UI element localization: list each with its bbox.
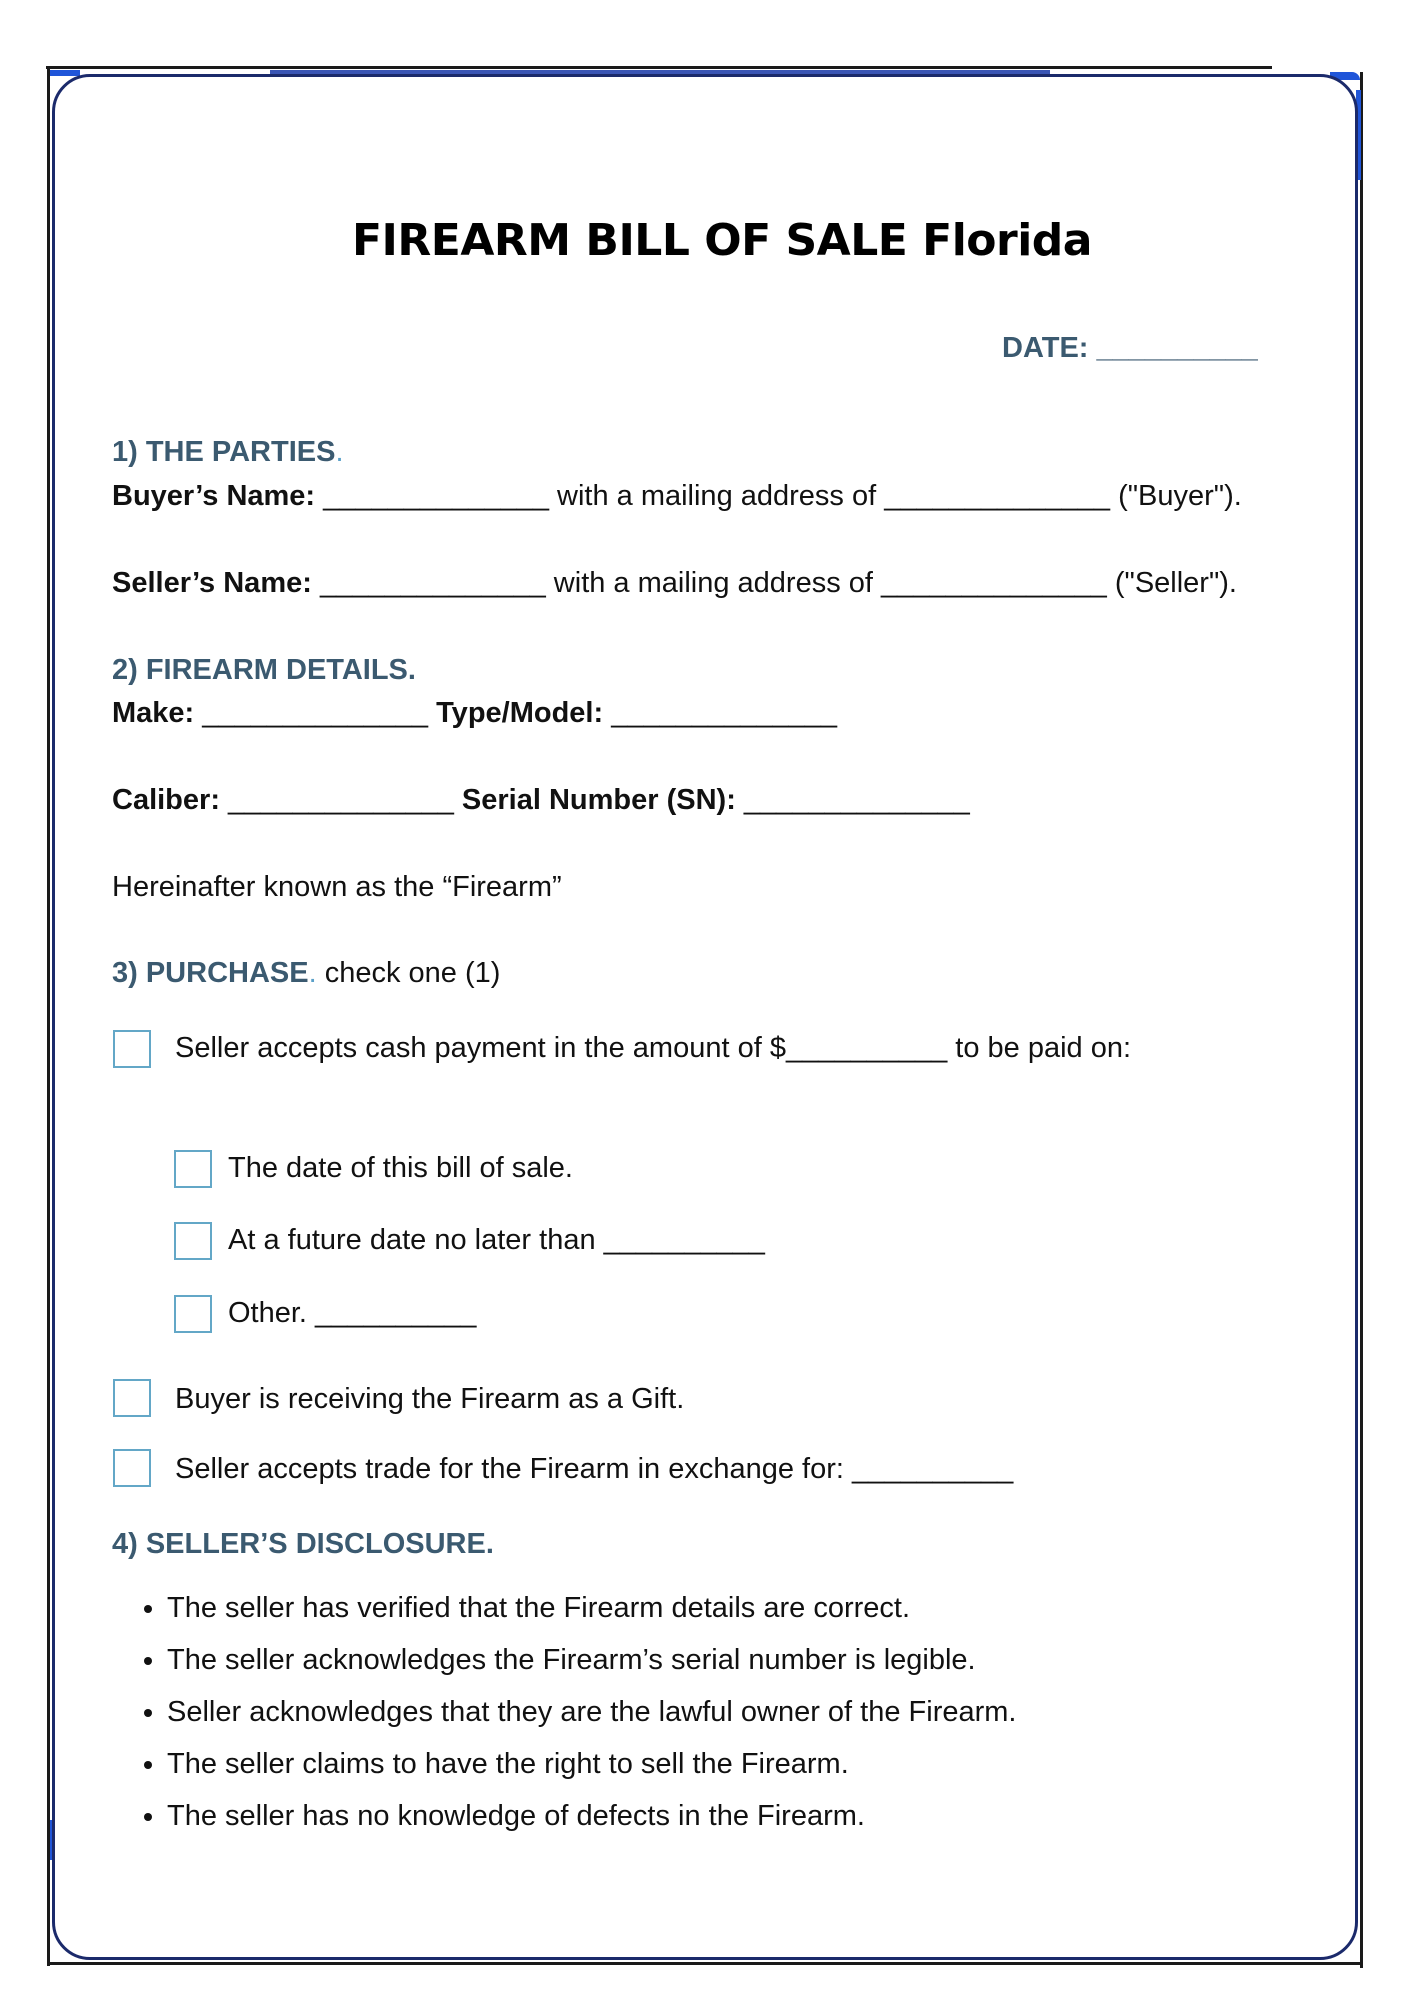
date-of-sale-option: The date of this bill of sale. xyxy=(228,1152,573,1184)
model-label: Type/Model: xyxy=(436,697,604,729)
serial-field[interactable]: ______________ xyxy=(735,784,970,816)
trade-option: Seller accepts trade for the Firearm in exchange for: __________ xyxy=(175,1453,1014,1485)
list-item: • The seller has verified that the Firearm details are correct. xyxy=(167,1590,1016,1642)
seller-line[interactable] xyxy=(112,567,1237,600)
section-disclosure-heading: 4) SELLER’S DISCLOSURE. xyxy=(112,1528,494,1560)
buyer-line[interactable] xyxy=(112,480,1242,513)
other-option: Other. __________ xyxy=(228,1297,477,1329)
disclosure-list xyxy=(112,1590,1016,1850)
other-checkbox[interactable] xyxy=(174,1295,212,1333)
check-one-note: check one (1) xyxy=(316,957,501,989)
caliber-serial-line[interactable] xyxy=(112,784,970,817)
buyer-name-label: Buyer’s Name: xyxy=(112,480,316,512)
heading-dot: . xyxy=(308,957,317,989)
make-label: Make: xyxy=(112,697,195,729)
cash-payment-option: Seller accepts cash payment in the amount of $__________ to be paid on: xyxy=(175,1032,1132,1064)
list-item: • The seller has no knowledge of defects in the Firearm. xyxy=(167,1798,1016,1850)
frame-top-border xyxy=(46,66,1272,69)
section-parties-heading xyxy=(112,436,344,469)
buyer-name-field[interactable]: ______________ with a mailing address of ______________ ("Buyer"). xyxy=(315,480,1242,512)
seller-name-field[interactable]: ______________ with a mailing address of ______________ ("Seller"). xyxy=(311,567,1237,599)
heading-dot: . xyxy=(335,436,344,468)
hereinafter-text: Hereinafter known as the “Firearm” xyxy=(112,871,562,903)
list-item: • Seller acknowledges that they are the lawful owner of the Firearm. xyxy=(167,1694,1016,1746)
document-title: FIREARM BILL OF SALE Florida xyxy=(352,215,1092,266)
section-parties-heading-text: 1) THE PARTIES xyxy=(112,436,336,468)
gift-checkbox[interactable] xyxy=(113,1379,151,1417)
trade-checkbox[interactable] xyxy=(113,1449,151,1487)
future-date-checkbox[interactable] xyxy=(174,1222,212,1260)
section-purchase-heading-text: 3) PURCHASE xyxy=(112,957,309,989)
make-model-line[interactable] xyxy=(112,697,837,730)
caliber-label: Caliber: xyxy=(112,784,220,816)
frame-left-border xyxy=(47,66,50,1966)
section-firearm-details-heading: 2) FIREARM DETAILS. xyxy=(112,654,416,686)
date-field[interactable]: DATE: __________ xyxy=(1002,332,1258,364)
model-field[interactable]: ______________ xyxy=(603,697,838,729)
serial-label: Serial Number (SN): xyxy=(461,784,736,816)
date-of-sale-checkbox[interactable] xyxy=(174,1150,212,1188)
list-item: • The seller claims to have the right to sell the Firearm. xyxy=(167,1746,1016,1798)
gift-option: Buyer is receiving the Firearm as a Gift. xyxy=(175,1383,685,1415)
caliber-field[interactable]: ______________ xyxy=(219,784,462,816)
cash-payment-checkbox[interactable] xyxy=(113,1030,151,1068)
frame-bottom-border xyxy=(48,1962,1362,1965)
list-item: • The seller acknowledges the Firearm’s serial number is legible. xyxy=(167,1642,1016,1694)
future-date-option: At a future date no later than __________ xyxy=(228,1224,765,1256)
section-purchase-heading xyxy=(112,957,500,990)
make-field[interactable]: ______________ xyxy=(194,697,437,729)
frame-right-border xyxy=(1360,72,1363,1968)
frame-corner-accent-top-left xyxy=(50,70,80,76)
seller-name-label: Seller’s Name: xyxy=(112,567,312,599)
